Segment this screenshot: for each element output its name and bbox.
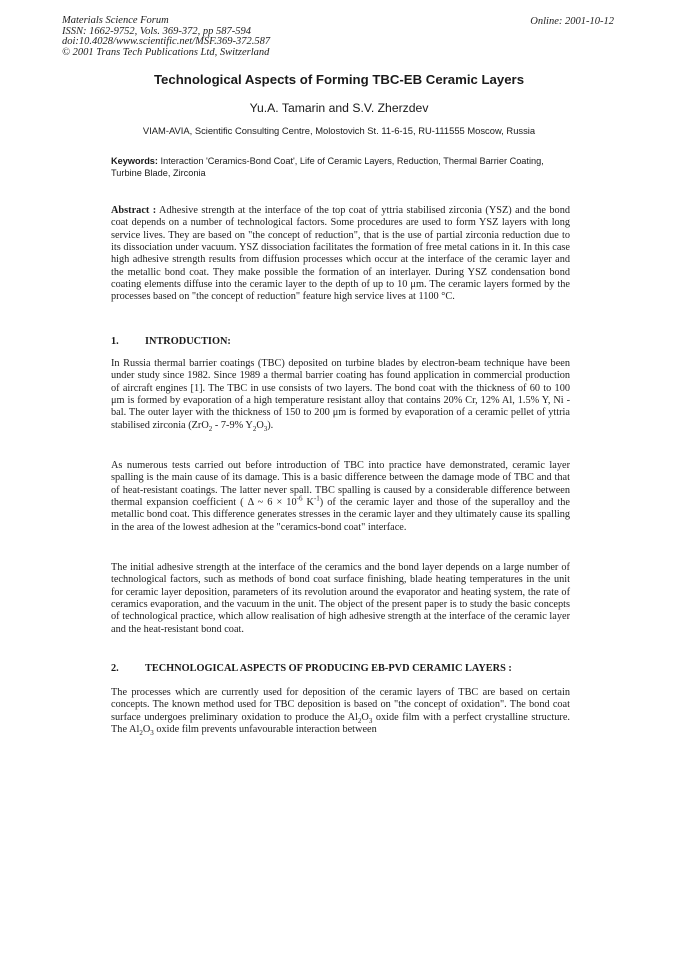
superscript: -6 [296, 494, 303, 503]
section-title: TECHNOLOGICAL ASPECTS OF PRODUCING EB-PVD CERAMIC LAYERS : [145, 663, 512, 674]
section2-paragraph-1 [111, 687, 570, 736]
subscript: 2 [208, 424, 213, 433]
intro-paragraph-1 [111, 358, 570, 432]
intro-paragraph-3: The initial adhesive strength at the interface of the ceramics and the bond layer depends on a large number of technological factors, such as methods of bond coat surface finishing, blade heating temperatures in the unit for ceramic layer deposition, parameters of its revolution around the evaporator and heating system, the rate of ceramics evaporation, and the vacuum in the unit. The object of the present paper is to study the basic concepts of technological practice, which allow realisation of high adhesive strength at the interface of the ceramic layer and the heat-resistant bond coat. [111, 562, 570, 635]
paper-authors: Yu.A. Tamarin and S.V. Zherzdev [249, 101, 429, 115]
abstract-text: Adhesive strength at the interface of the top coat of yttria stabilised zirconia (YSZ) and the bond coat depends on a number of technological factors. Some procedures are used to form YSZ layers with long service lives. They are based on "the concept of reduction", that is the use of partial zirconia reduction due to its dissociation under vacuum. YSZ dissociation facilitates the formation of free metal cations in it. In this case high adhesive strength results from diffusion processes which occur at the interface of the ceramic layer and the metallic bond coat. They make possible the formation of an interlayer. During YSZ condensation bond coating elements diffuse into the ceramic layer to the depth of up to 10 μm. The ceramic layers formed by the processes based on "the concept of reduction" feature high service lives at 1100 °C. [111, 205, 570, 303]
keywords-label: Keywords: [111, 156, 158, 166]
subscript: 2 [252, 424, 257, 433]
doi-line: doi:10.4028/www.scientific.net/MSF.369-372.587 [62, 36, 271, 48]
superscript: -1 [313, 494, 320, 503]
text-run: - 7-9% Y [212, 419, 253, 431]
subscript: 2 [357, 716, 362, 725]
subscript: 3 [263, 424, 268, 433]
keywords-text: Interaction 'Ceramics-Bond Coat', Life of Ceramic Layers, Reduction, Thermal Barrier Coating, Turbine Blade, Zirconia [111, 156, 544, 179]
online-date: Online: 2001-10-12 [530, 16, 614, 27]
copyright-line: © 2001 Trans Tech Publications Ltd, Switzerland [62, 46, 270, 58]
subscript: 3 [150, 729, 154, 738]
text-run: ). [267, 419, 274, 431]
journal-name: Materials Science Forum [62, 15, 169, 26]
text-run: The processes which are currently used for deposition of the ceramic layers of TBC are based on certain concepts. The known method used for TBC deposition is based on "the concept of oxidation". The bond coat surface undergoes preliminary oxidation to produce the Al [111, 687, 570, 723]
abstract-block [111, 205, 570, 304]
issn-line: ISSN: 1662-9752, Vols. 369-372, pp 587-594 [62, 25, 251, 37]
section-number: 1. [111, 336, 119, 347]
abstract-label: Abstract : [111, 205, 157, 216]
subscript: 3 [368, 716, 373, 725]
section-title: INTRODUCTION: [145, 336, 231, 347]
text-run: ) of the ceramic layer and those of the superalloy and the metallic bond coat. This difference generates stresses in the ceramic layer and they ultimately cause its spalling in the area of the lowest adhesion at the "ceramics-bond coat" interface. [111, 497, 570, 533]
author-affiliation: VIAM-AVIA, Scientific Consulting Centre, Molostovich St. 11-6-15, RU-111555 Moscow, Russia [142, 125, 536, 136]
keywords-block [111, 155, 571, 180]
text-run: O [256, 419, 264, 431]
text-run: oxide film prevents unfavourable interaction between [153, 724, 377, 736]
intro-paragraph-2 [111, 460, 570, 534]
text-run: O [361, 711, 369, 723]
text-run: O [142, 724, 151, 736]
journal-header [62, 16, 270, 58]
subscript: 2 [139, 729, 143, 738]
section-heading-introduction [111, 336, 231, 347]
text-run: In Russia thermal barrier coatings (TBC) deposited on turbine blades by electron-beam technique have been under study since 1982. Since 1989 a thermal barrier coating has found application in commercial production of aircraft engines [1]. The TBC in use consists of two layers. The bond coat with the thickness of 60 to 100 μm is formed by evaporation of a high temperature resistant alloy that contains 20% Cr, 12% Al, 1.5% Y, Ni - bal. The outer layer with the thickness of 150 to 200 μm is formed by evaporation of a ceramic pellet of yttria stabilised zirconia (ZrO [111, 358, 570, 431]
section-heading-technological-aspects [111, 663, 512, 674]
text-run: K [302, 497, 314, 509]
text-run: As numerous tests carried out before introduction of TBC into practice have demonstrated, ceramic layer spalling is the main cause of its damage. This is a basic difference between the damage mode of TBC and that of heat-resistant coatings. The latter never spall. TBC spalling is caused by a considerable difference between thermal expansion coefficient ( Δ ~ 6 × 10 [111, 460, 570, 509]
text-run: oxide film with a perfect crystalline structure. The Al [111, 711, 570, 736]
paper-title: Technological Aspects of Forming TBC-EB Ceramic Layers [153, 72, 525, 87]
section-number: 2. [111, 663, 119, 674]
